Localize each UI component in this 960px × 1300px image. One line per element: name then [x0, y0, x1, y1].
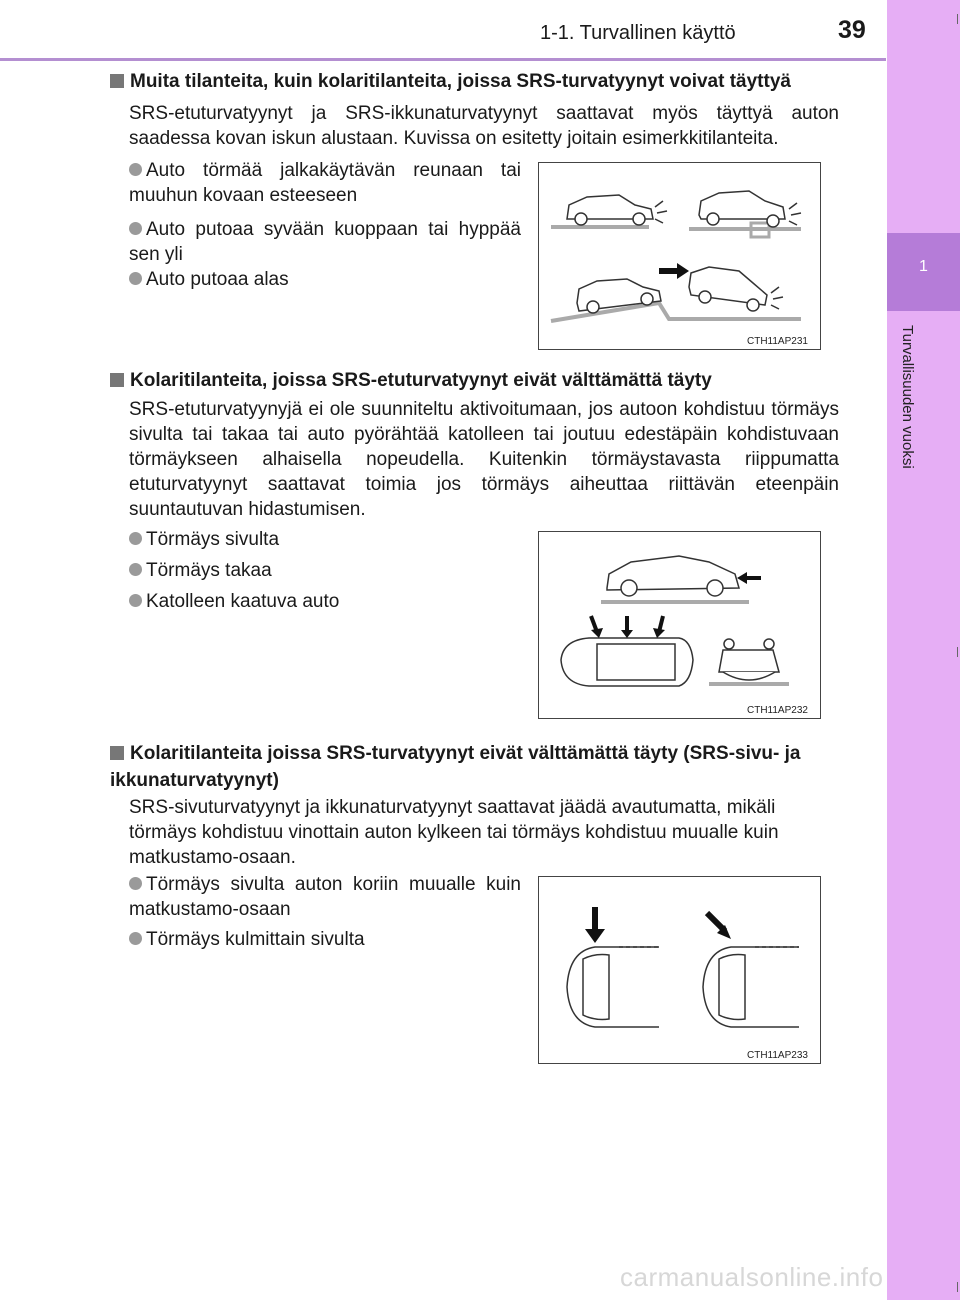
chapter-side-tab — [887, 0, 960, 1300]
bullet-item: Törmäys sivulta — [129, 527, 521, 552]
bullet-dot-icon — [129, 877, 142, 890]
bullet-item: Törmäys sivulta auton koriin muualle kuin matkustamo-osaan — [129, 874, 521, 920]
bullet-dot-icon — [129, 272, 142, 285]
section-heading-3 — [110, 740, 850, 794]
bullet-item: Auto törmää jalkakäytävän reunaan tai muuhun kovaan esteeseen — [129, 160, 521, 206]
page-number: 39 — [838, 16, 866, 44]
bullet-dot-icon — [129, 563, 142, 576]
chapter-number: 1 — [919, 258, 928, 275]
figure-label: CTH11AP232 — [747, 705, 808, 716]
section-paragraph-3: SRS-sivuturvatyynyt ja ikkunaturvatyynyt saattavat jäädä avautumatta, mikäli törmäys kohdistuu vinottain auton kylkeen tai törmäys kohdistuu muualle kuin matkustamo-osaan. — [129, 797, 779, 868]
bullet-item: Katolleen kaatuva auto — [129, 589, 521, 614]
watermark: carmanualsonline.info — [620, 1262, 884, 1292]
chapter-label-text: Turvallisuuden vuoksi — [899, 325, 916, 469]
section-heading-text: Kolaritilanteita joissa SRS-turvatyynyt eivät välttämättä täyty (SRS-sivu- ja ikkunaturvatyynyt) — [110, 743, 801, 791]
chapter-label — [887, 325, 927, 525]
bullet-dot-icon — [129, 532, 142, 545]
bullet-dot-icon — [129, 222, 142, 235]
section-title: 1-1. Turvallinen käyttö — [540, 22, 736, 44]
car-underbody-impact-illustration — [539, 163, 820, 349]
heading-square-icon — [110, 746, 124, 760]
bullet-dot-icon — [129, 163, 142, 176]
bullet-item: Törmäys takaa — [129, 558, 521, 583]
crop-mark — [957, 14, 958, 24]
section-heading-text: Kolaritilanteita, joissa SRS-etuturvatyynyt eivät välttämättä täyty — [130, 370, 712, 391]
bullet-dot-icon — [129, 932, 142, 945]
car-side-corner-impact-illustration — [539, 877, 820, 1063]
figure-label: CTH11AP233 — [747, 1050, 808, 1061]
section-paragraph-1: SRS-etuturvatyynyt ja SRS-ikkunaturvatyynyt saattavat myös täyttyä auton saadessa kovan iskun alustaan. Kuvissa on esitetty joitain esimerkkitilanteita. — [129, 103, 839, 149]
bullet-item: Auto putoaa alas — [129, 267, 521, 292]
section-heading-1 — [110, 68, 850, 95]
figure-impact-underbody — [538, 162, 821, 350]
crop-mark — [957, 647, 958, 657]
section-heading-2 — [110, 367, 850, 394]
heading-square-icon — [110, 74, 124, 88]
figure-side-corner-impact — [538, 876, 821, 1064]
header-rule — [0, 58, 886, 61]
car-side-rear-rollover-illustration — [539, 532, 820, 718]
heading-square-icon — [110, 373, 124, 387]
crop-mark — [957, 1282, 958, 1292]
section-heading-text: Muita tilanteita, kuin kolaritilanteita, joissa SRS-turvatyynyt voivat täyttyä — [130, 71, 791, 92]
bullet-item: Törmäys kulmittain sivulta — [129, 927, 521, 952]
bullet-dot-icon — [129, 594, 142, 607]
section-paragraph-2: SRS-etuturvatyynyjä ei ole suunniteltu aktivoitumaan, jos autoon kohdistuu törmäys sivulta tai takaa tai auto pyörähtää katolleen tai joutuu edestäpäin kohdistuvaan törmäykseen alhaisella nopeudella. Kuitenkin törmäystavasta riippumatta etuturvatyynyt saattavat toimia jos törmäys aiheuttaa riittävän eteenpäin suuntautuvan hidastumisen. — [129, 399, 839, 520]
bullet-item: Auto putoaa syvään kuoppaan tai hyppää sen yli — [129, 219, 521, 265]
figure-label: CTH11AP231 — [747, 336, 808, 347]
figure-side-rear-rollover — [538, 531, 821, 719]
